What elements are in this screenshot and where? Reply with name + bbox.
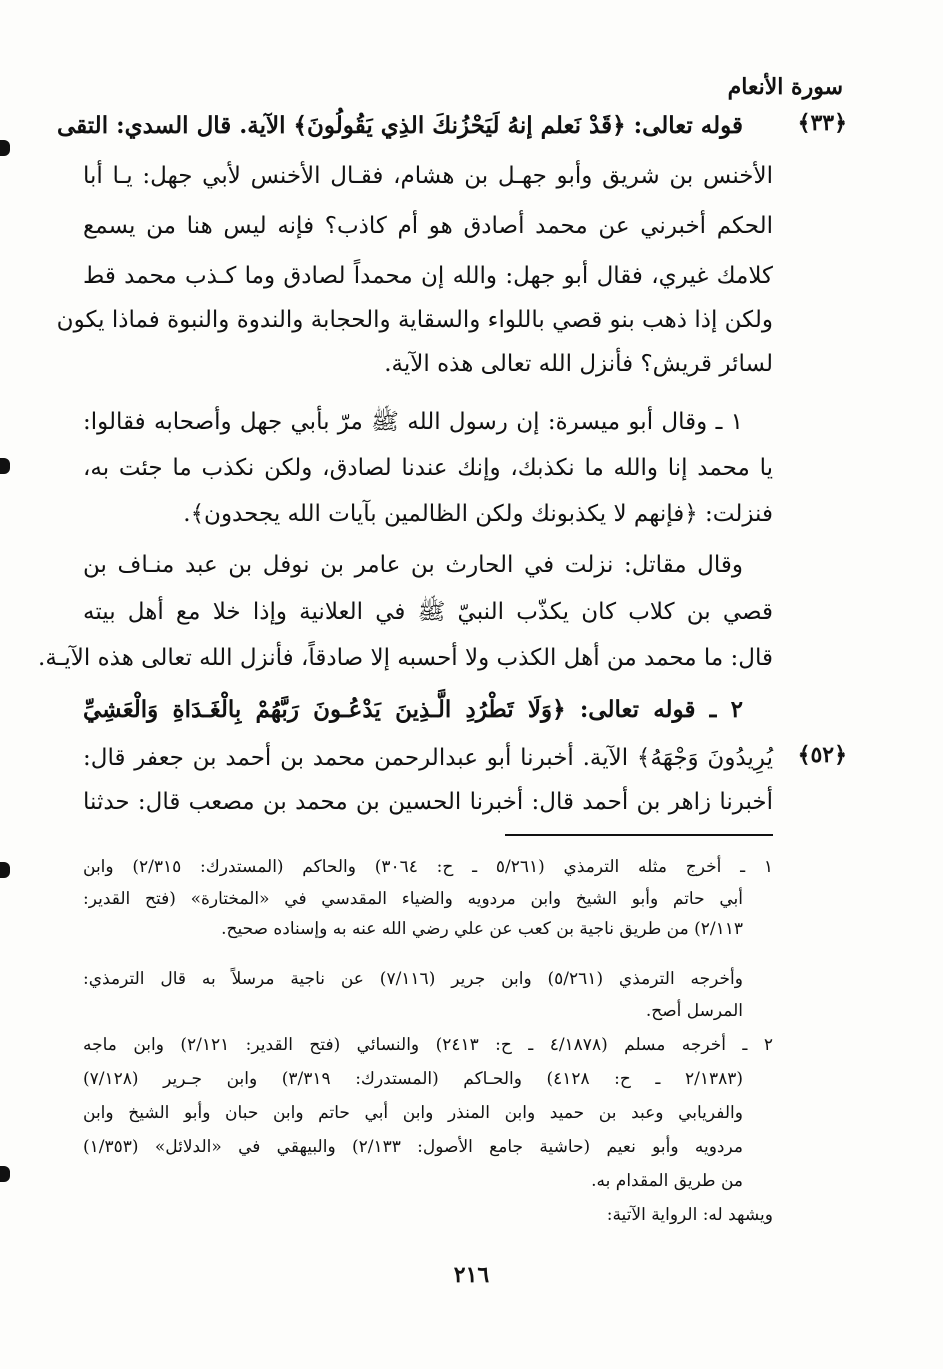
scan-edge-mark: [0, 140, 10, 156]
body-line: يا محمد إنا والله ما نكذبك، وإنك عندنا لصادق، ولكن نكذب ما جئت به،: [83, 455, 773, 481]
body-line: قال: ما محمد من أهل الكذب ولا أحسبه إلا صادقاً، فأنزل الله تعالى هذه الآيـة.: [38, 645, 773, 671]
footnote-line: من طريق المقدام به.: [591, 1171, 743, 1191]
footnote-separator: [505, 834, 773, 836]
body-line: قوله تعالى: ﴿قَدْ نَعلم إنهُ لَيَحْزُنكَ الذِي يَقُولُونَ﴾ الآية. قال السدي: التقى: [56, 112, 743, 139]
footnote-line: ويشهد له: الرواية الآتية:: [606, 1205, 773, 1225]
footnote-line: ٢/١١٣) من طريق ناجية بن كعب عن علي رضي الله عنه به وإسناده صحيح.: [221, 919, 743, 939]
surah-header: سورة الأنعام: [727, 74, 843, 100]
verse-ref-52: ﴿٥٢﴾: [797, 742, 847, 768]
footnote-line: (٢/١٣٨٣ ـ ح: ٤١٢٨) والحـاكم (المستدرك: ٣/٣١٩) وابن جـرير (٧/١٢٨): [83, 1069, 743, 1089]
body-line: ولكن إذا ذهب بنو قصي باللواء والسقاية والحجابة والندوة والنبوة فماذا يكون: [56, 307, 773, 333]
page-number: ٢١٦: [453, 1262, 490, 1288]
footnote-line: ٢ ـ أخرجه مسلم (٤/١٨٧٨ ـ ح: ٢٤١٣) والنسائي (فتح القدير: ٢/١٢١) وابن ماجه: [83, 1035, 773, 1055]
footnote-line: أبي حاتم وأبو الشيخ وابن مردويه والضياء المقدسي في «المختارة» (فتح القدير:: [83, 889, 743, 909]
body-line: لسائر قريش؟ فأنزل الله تعالى هذه الآية.: [384, 351, 773, 377]
scan-edge-mark: [0, 458, 10, 474]
footnote-line: وأخرجه الترمذي (٥/٢٦١) وابن جرير (٧/١١٦) عن ناجية مرسلاً به قال الترمذي:: [83, 969, 743, 989]
verse-ref-33: ﴿٣٣﴾: [797, 110, 847, 136]
footnote-line: والفريابي وعبد بن حميد وابن المنذر وابن أبي حاتم وابن حبان وأبو الشيخ وابن: [83, 1103, 743, 1123]
body-line: الحكم أخبرني عن محمد أصادق هو أم كاذب؟ فإنه ليس هنا من يسمع: [83, 213, 773, 239]
footnote-line: المرسل أصح.: [645, 1001, 743, 1021]
body-line: فنزلت: ﴿فإنهم لا يكذبونك ولكن الظالمين بآيات الله يجحدون﴾.: [183, 501, 773, 527]
body-line: كلامك غيري، فقال أبو جهل: والله إن محمداً لصادق وما كـذب محمد قط: [83, 263, 773, 289]
body-line: الأخنس بن شريق وأبو جهـل بن هشام، فقـال الأخنس لأبي جهل: يـا أبا: [83, 163, 773, 189]
scan-edge-mark: [0, 1166, 10, 1182]
body-line: وقال مقاتل: نزلت في الحارث بن عامر بن نوفل بن عبد منـاف بن: [83, 552, 743, 578]
scan-edge-mark: [0, 862, 10, 878]
body-line: أخبرنا زاهر بن أحمد قال: أخبرنا الحسين بن محمد بن مصعب قال: حدثنا: [83, 789, 773, 815]
footnote-line: مردويه وأبو نعيم (حاشية جامع الأصول: ٢/١٣٣) والبيهقي في «الدلائل» (١/٣٥٣): [83, 1137, 743, 1157]
body-line: يُرِيدُونَ وَجْهَهُ﴾ الآية. أخبرنا أبو عبدالرحمن محمد بن أحمد بن جعفر قال:: [83, 745, 773, 771]
body-line: ١ ـ وقال أبو ميسرة: إن رسول الله ﷺ مرّ بأبي جهل وأصحابه فقالوا:: [83, 409, 743, 435]
footnote-line: ١ ـ أخرج مثله الترمذي (٥/٢٦١ ـ ح: ٣٠٦٤) والحاكم (المستدرك: ٢/٣١٥) وابن: [83, 857, 773, 877]
body-line: ٢ ـ قوله تعالى: ﴿وَلَا تَطْرُدِ الَّـذِينَ يَدْعُـونَ رَبَّهُمْ بِالْغَـدَاةِ وَالْعَشِيِّ: [83, 696, 743, 723]
body-line: قصي بن كلاب كان يكذّب النبيّ ﷺ في العلانية وإذا خلا مع أهل بيته: [83, 599, 773, 625]
